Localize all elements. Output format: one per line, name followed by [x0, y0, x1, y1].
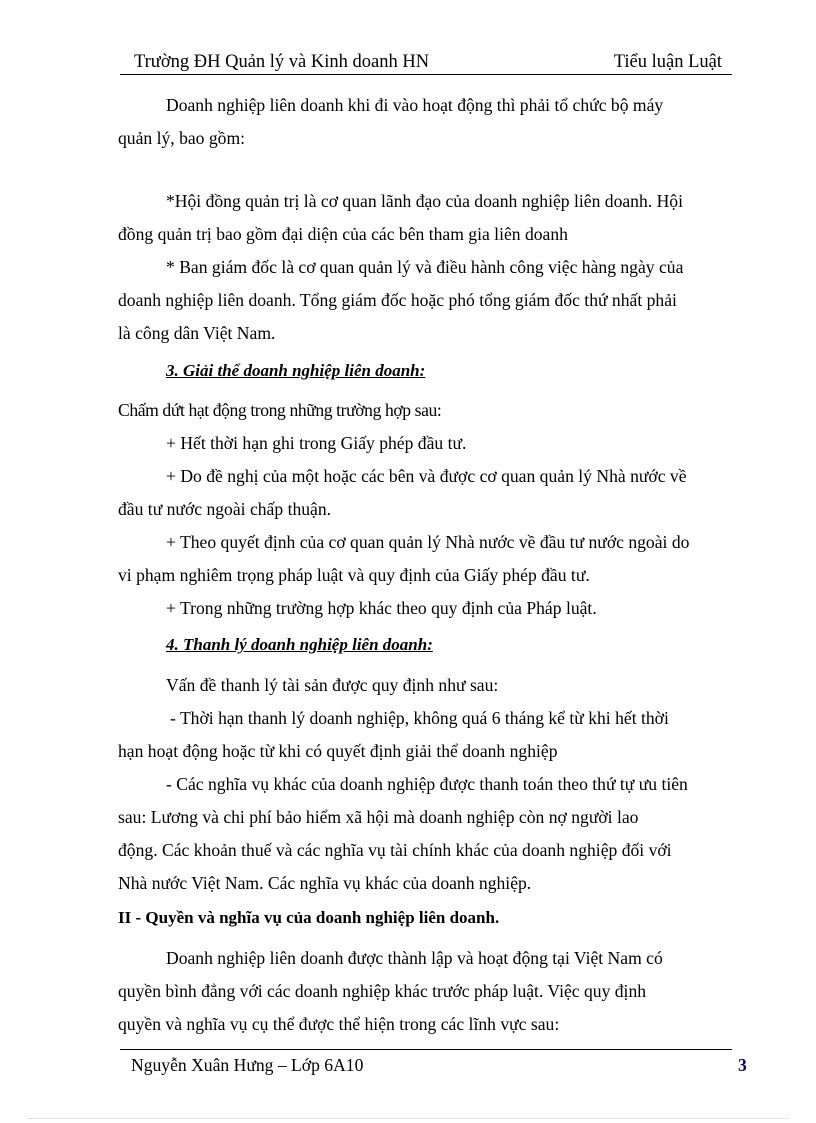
paragraph-line: quản lý, bao gồm:: [118, 128, 246, 148]
page-bottom-edge: [28, 1118, 788, 1119]
list-item: + Theo quyết định của cơ quan quản lý Nhà nước về đầu tư nước ngoài do: [166, 532, 690, 552]
paragraph-line: hạn hoạt động hoặc từ khi có quyết định giải thể doanh nghiệp: [118, 741, 558, 761]
list-item: - Các nghĩa vụ khác của doanh nghiệp được thanh toán theo thứ tự ưu tiên: [166, 774, 688, 794]
paragraph-line: Vấn đề thanh lý tài sản được quy định như sau:: [166, 675, 499, 695]
list-item: + Do đề nghị của một hoặc các bên và được cơ quan quản lý Nhà nước về: [166, 466, 687, 486]
paragraph-line: Chấm dứt hạt động trong những trường hợp sau:: [118, 400, 442, 420]
paragraph-line: Doanh nghiệp liên doanh khi đi vào hoạt động thì phải tổ chức bộ máy: [166, 95, 664, 115]
header-doc-type: Tiểu luận Luật: [613, 52, 722, 72]
list-item: + Trong những trường hợp khác theo quy định của Pháp luật.: [166, 598, 597, 618]
list-item: - Thời hạn thanh lý doanh nghiệp, không quá 6 tháng kể từ khi hết thời: [170, 708, 669, 728]
paragraph-line: * Ban giám đốc là cơ quan quản lý và điều hành công việc hàng ngày của: [166, 257, 684, 277]
paragraph-line: sau: Lương và chi phí bảo hiểm xã hội mà doanh nghiệp còn nợ người lao: [118, 807, 639, 827]
page-number: 3: [738, 1055, 747, 1075]
paragraph-line: quyền bình đẳng với các doanh nghiệp khác trước pháp luật. Việc quy định: [118, 981, 647, 1001]
paragraph-line: vi phạm nghiêm trọng pháp luật và quy định của Giấy phép đầu tư.: [118, 565, 590, 585]
footer-author: Nguyễn Xuân Hưng – Lớp 6A10: [131, 1055, 364, 1075]
paragraph-line: quyền và nghĩa vụ cụ thể được thể hiện trong các lĩnh vực sau:: [118, 1014, 560, 1034]
header-school: Trường ĐH Quản lý và Kinh doanh HN: [134, 52, 430, 72]
section-heading-II: II - Quyền và nghĩa vụ của doanh nghiệp liên doanh.: [118, 908, 500, 927]
paragraph-line: *Hội đồng quản trị là cơ quan lãnh đạo của doanh nghiệp liên doanh. Hội: [166, 191, 683, 211]
section-heading-3: 3. Giải thể doanh nghiệp liên doanh:: [166, 361, 426, 380]
footer-divider: [120, 1049, 732, 1050]
paragraph-line: doanh nghiệp liên doanh. Tổng giám đốc hoặc phó tổng giám đốc thứ nhất phải: [118, 290, 677, 310]
paragraph-line: Nhà nước Việt Nam. Các nghĩa vụ khác của doanh nghiệp.: [118, 873, 532, 893]
page-header: [120, 52, 732, 75]
paragraph-line: động. Các khoản thuế và các nghĩa vụ tài chính khác của doanh nghiệp đối với: [118, 840, 672, 860]
paragraph-line: đồng quản trị bao gồm đại diện của các bên tham gia liên doanh: [118, 224, 568, 244]
section-heading-4: 4. Thanh lý doanh nghiệp liên doanh:: [166, 635, 433, 654]
paragraph-line: là công dân Việt Nam.: [118, 323, 276, 343]
paragraph-line: đầu tư nước ngoài chấp thuận.: [118, 499, 332, 519]
list-item: + Hết thời hạn ghi trong Giấy phép đầu tư.: [166, 433, 467, 453]
paragraph-line: Doanh nghiệp liên doanh được thành lập và hoạt động tại Việt Nam có: [166, 948, 663, 968]
